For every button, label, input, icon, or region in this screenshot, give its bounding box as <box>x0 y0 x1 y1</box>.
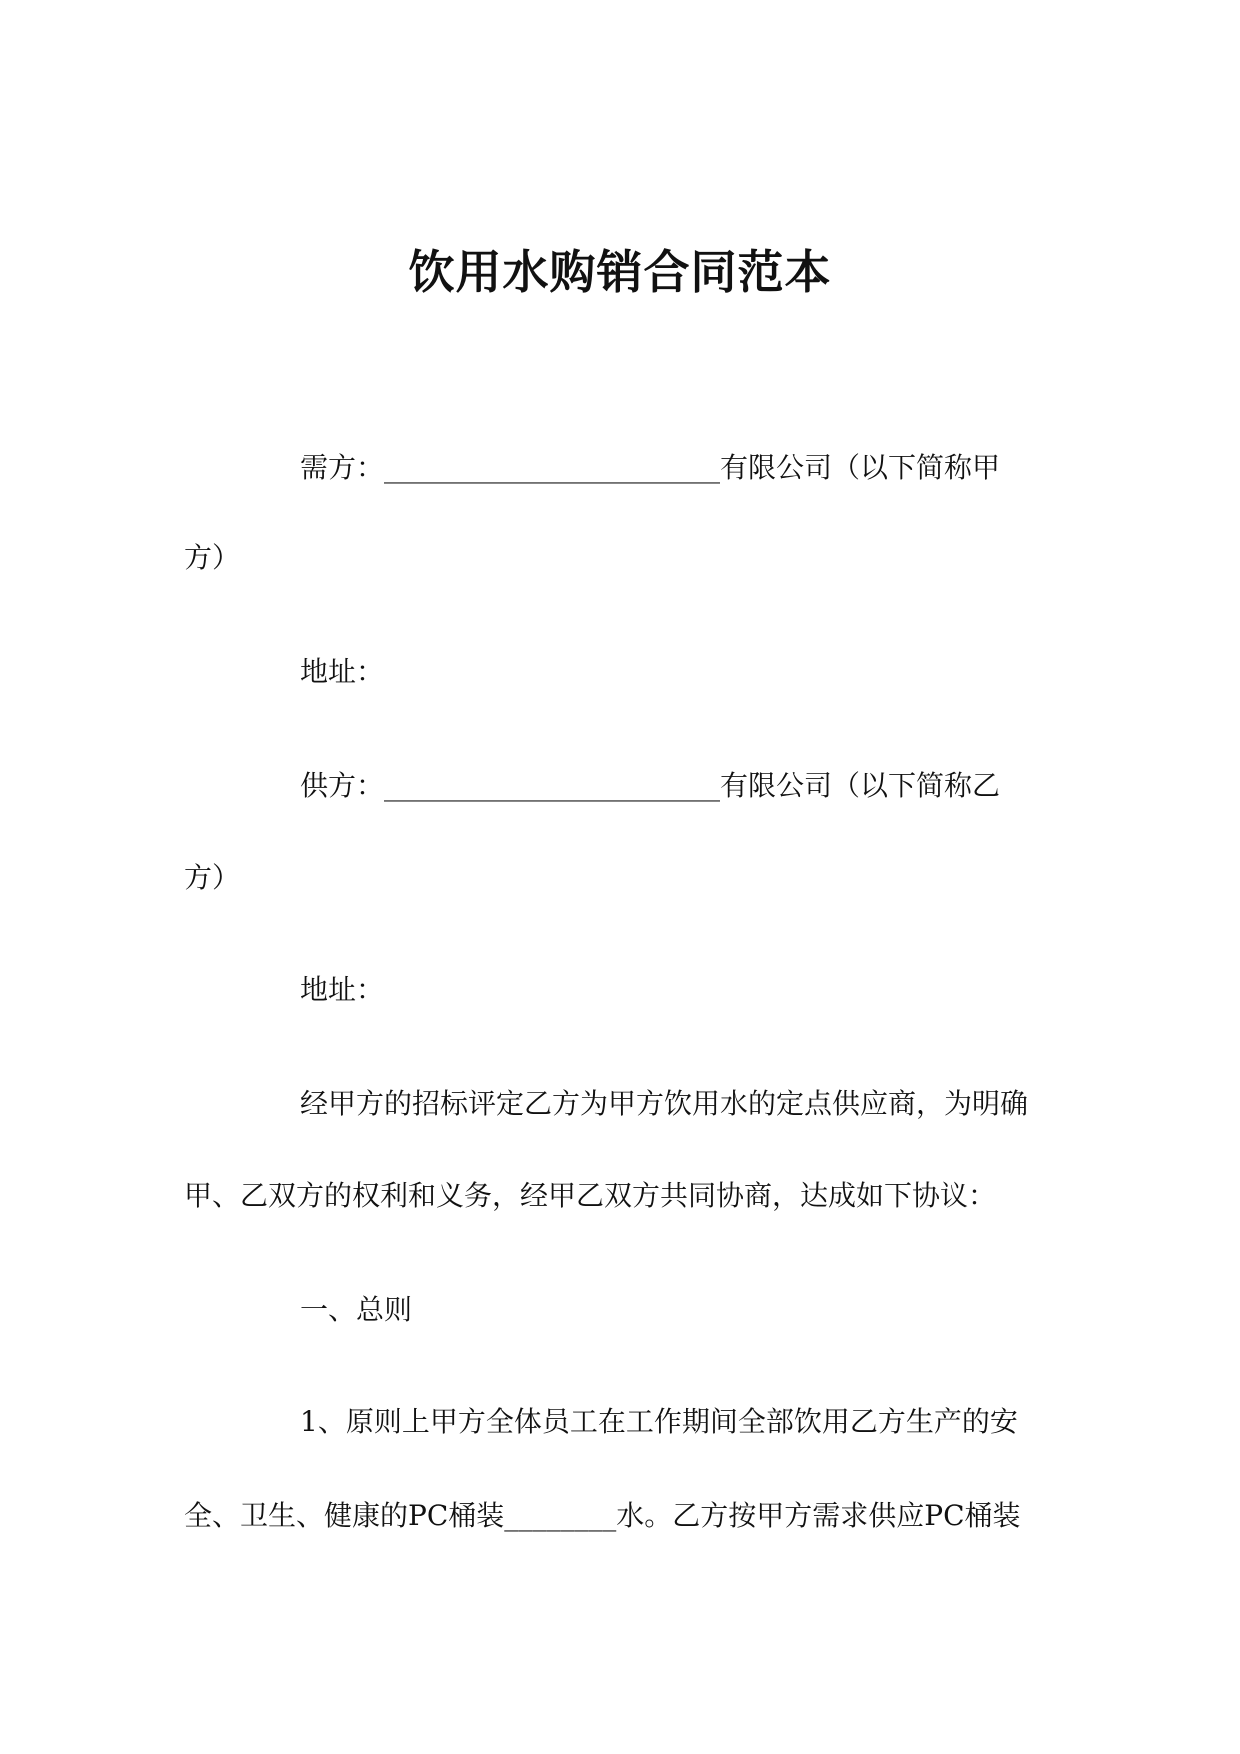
water-type-blank: ________ <box>504 1499 617 1532</box>
section-heading-general: 一、总则 <box>300 1293 413 1326</box>
supplier-line-continued: 方） <box>184 861 241 894</box>
buyer-line-continued: 方） <box>184 541 241 574</box>
intro-line-1: 经甲方的招标评定乙方为甲方饮用水的定点供应商，为明确 <box>300 1087 1029 1120</box>
buyer-suffix: 有限公司（以下简称甲 <box>720 451 1001 484</box>
intro-line-2: 甲、乙双方的权利和义务，经甲乙双方共同协商，达成如下协议： <box>184 1179 997 1212</box>
supplier-address-line: 地址： <box>300 973 385 1006</box>
supplier-line <box>300 766 1000 806</box>
buyer-name-blank: ________________________ <box>384 451 721 484</box>
supplier-label: 供方： <box>300 769 385 802</box>
clause-1-text-b: 水。乙方按甲方需求供应PC桶装 <box>616 1499 1021 1532</box>
document-title: 饮用水购销合同范本 <box>408 245 832 299</box>
clause-1-text-a: 全、卫生、健康的PC桶装 <box>184 1499 505 1532</box>
supplier-name-blank: ________________________ <box>384 769 721 802</box>
clause-1-line-2 <box>184 1496 1021 1536</box>
supplier-suffix: 有限公司（以下简称乙 <box>720 769 1001 802</box>
buyer-address-line: 地址： <box>300 655 385 688</box>
buyer-label: 需方： <box>300 451 385 484</box>
buyer-line <box>300 448 1000 488</box>
clause-1-line-1: 1、原则上甲方全体员工在工作期间全部饮用乙方生产的安 <box>300 1405 1018 1438</box>
